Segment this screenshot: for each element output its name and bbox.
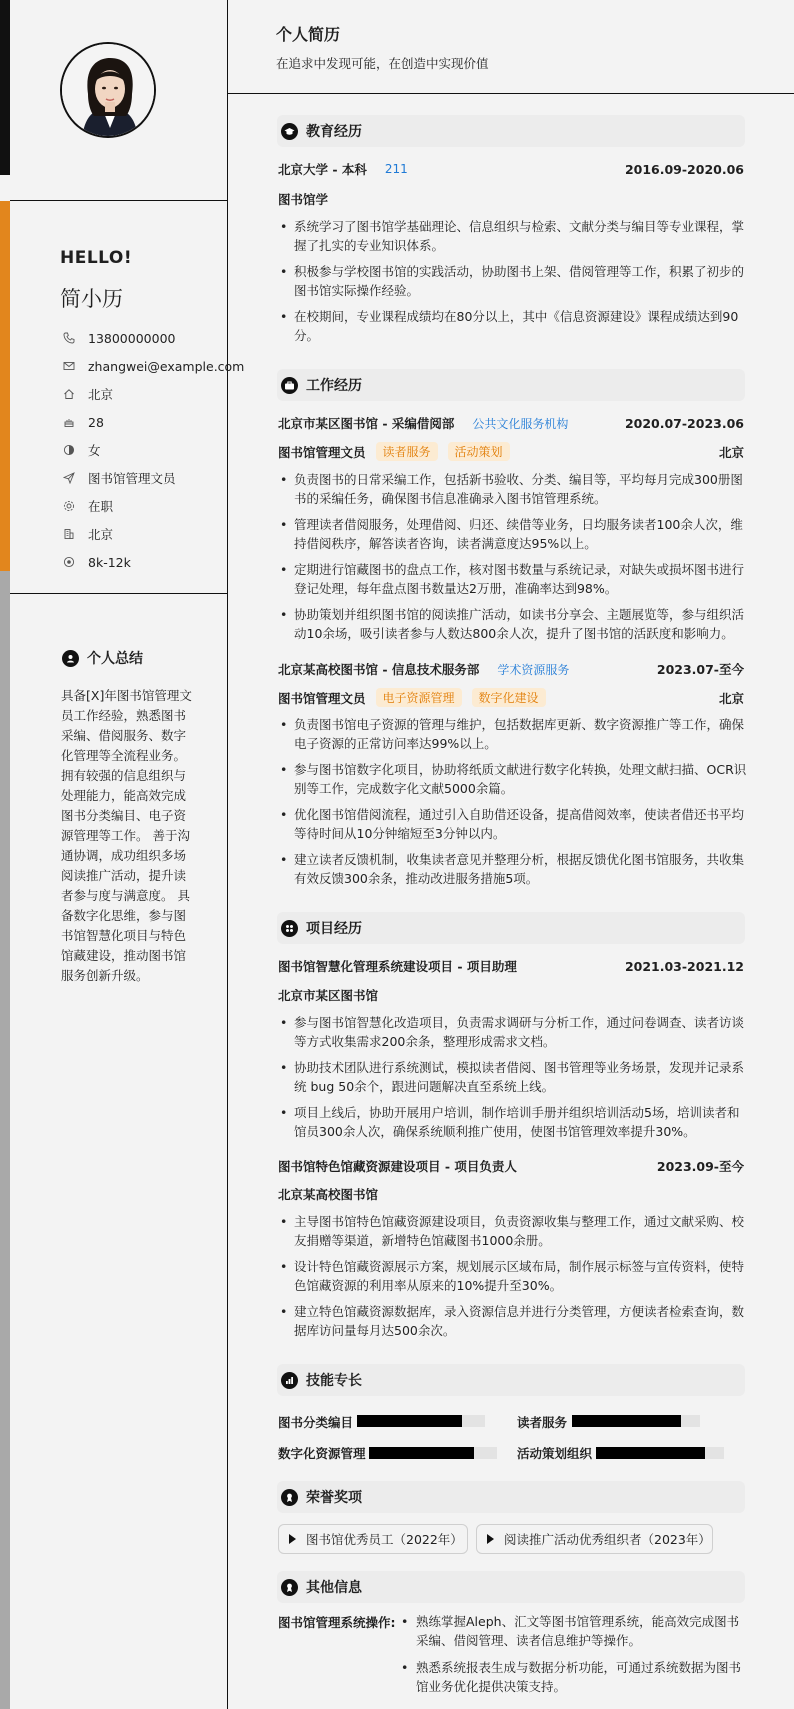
skill-label: 活动策划组织 <box>517 1446 593 1461</box>
section-work-heading: 工作经历 <box>277 369 745 401</box>
section-awards-heading: 荣誉奖项 <box>277 1481 745 1513</box>
avatar-portrait-icon <box>62 44 156 138</box>
triangle-icon <box>289 1534 296 1544</box>
list-item: • 优化图书馆借阅流程，通过引入自助借还设备，提高借阅效率，使读者借还书平均等待时间从10分钟缩短至3分钟以内。 <box>278 805 748 843</box>
project-2-row: 图书馆特色馆藏资源建设项目 - 项目负责人 2023.09-至今 <box>278 1159 744 1174</box>
column-divider <box>227 0 228 1709</box>
skill-label: 读者服务 <box>517 1415 568 1430</box>
building-icon <box>63 528 75 540</box>
sidebar-divider-bottom <box>10 593 227 594</box>
info-status: 在职 <box>63 492 223 520</box>
phone-icon <box>63 332 75 344</box>
award-item: 图书馆优秀员工（2022年） <box>278 1524 468 1554</box>
skill-tag: 读者服务 <box>376 442 438 461</box>
list-item: • 参与图书馆智慧化改造项目，负责需求调研与分析工作，通过问卷调查、读者访谈等方式收集需求200余条，整理形成需求文档。 <box>278 1013 748 1051</box>
list-item: • 在校期间，专业课程成绩均在80分以上，其中《信息资源建设》课程成绩达到90分。 <box>278 307 748 345</box>
info-position: 图书馆管理文员 <box>63 464 223 492</box>
skill-bar-fill <box>596 1447 705 1459</box>
list-item: • 积极参与学校图书馆的实践活动，协助图书上架、借阅管理等工作，积累了初步的图书馆实际操作经验。 <box>278 262 748 300</box>
list-item: • 建立特色馆藏资源数据库，录入资源信息并进行分类管理，方便读者检索查询，数据库访问量每月达500余次。 <box>278 1302 748 1340</box>
contact-info-list <box>63 324 245 576</box>
project-1-row: 图书馆智慧化管理系统建设项目 - 项目助理 2021.03-2021.12 <box>278 958 744 974</box>
list-item: • 定期进行馆藏图书的盘点工作，核对图书数量与系统记录，对缺失或损坏图书进行登记处理，每年盘点图书数量达2万册，准确率达到98%。 <box>278 560 748 598</box>
list-item: • 主导图书馆特色馆藏资源建设项目，负责资源收集与整理工作，通过文献采购、校友捐赠等渠道，新增特色馆藏图书1000余册。 <box>278 1212 748 1250</box>
project-2-bullets <box>278 1212 748 1347</box>
info-city: 北京 <box>63 380 223 408</box>
section-other-heading: 其他信息 <box>277 1571 745 1603</box>
info-gender: 女 <box>63 436 223 464</box>
education-row: 北京大学 - 本科 211 2016.09-2020.06 <box>278 161 744 177</box>
list-item: • 负责图书的日常采编工作，包括新书验收、分类、编目等，平均每月完成300册图书的采编任务，确保图书信息准确录入图书馆管理系统。 <box>278 470 748 508</box>
list-item: • 项目上线后，协助开展用户培训，制作培训手册并组织培训活动5场，培训读者和馆员300余人次，确保系统顺利推广使用，使图书馆管理效率提升30%。 <box>278 1103 748 1141</box>
summary-heading: 个人总结 <box>62 645 212 671</box>
job-2-row: 北京某高校图书馆 - 信息技术服务部 学术资源服务 2023.07-至今 <box>278 662 744 677</box>
education-major-row: 图书馆学 <box>278 192 329 207</box>
skill-bar <box>357 1415 485 1427</box>
award-icon <box>281 1489 298 1506</box>
education-date: 2016.09-2020.06 <box>624 161 744 177</box>
skill-bar <box>572 1415 700 1427</box>
user-icon <box>62 650 79 667</box>
project-1-org-row: 北京市某区图书馆 <box>278 988 379 1003</box>
job-1-position-row: 图书馆管理文员 读者服务 活动策划 北京 <box>278 442 744 461</box>
info-icon <box>281 1579 298 1596</box>
sidebar-strip-grey <box>0 571 10 1709</box>
list-item: • 参与图书馆数字化项目，协助将纸质文献进行数字化转换，处理文献扫描、OCR识别等工作，完成数字化文献5000余篇。 <box>278 760 748 798</box>
skill-bar <box>369 1447 497 1459</box>
job-2-bullets <box>278 715 748 895</box>
job-2-position-row: 图书馆管理文员 电子资源管理 数字化建设 北京 <box>278 688 744 707</box>
skill-label: 数字化资源管理 <box>278 1446 366 1461</box>
home-icon <box>63 388 75 400</box>
page-subtitle: 在追求中发现可能，在创造中实现价值 <box>276 56 489 71</box>
job-1-bullets <box>278 470 748 650</box>
list-item: • 熟练掌握Aleph、汇文等图书馆管理系统，能高效完成图书采编、借阅管理、读者信息维护等操作。 <box>398 1612 748 1650</box>
skill-bar <box>596 1447 724 1459</box>
award-item: 阅读推广活动优秀组织者（2023年） <box>476 1524 713 1554</box>
header-divider <box>227 93 794 94</box>
info-age: 28 <box>63 408 223 436</box>
section-skills-heading: 技能专长 <box>277 1364 745 1396</box>
list-item: • 协助技术团队进行系统测试，模拟读者借阅、图书管理等业务场景，发现并记录系统 bug 50余个，跟进问题解决直至系统上线。 <box>278 1058 748 1096</box>
grid-icon <box>281 920 298 937</box>
list-item: • 设计特色馆藏资源展示方案，规划展示区域布局，制作展示标签与宣传资料，使特色馆藏资源的利用率从原来的10%提升至30%。 <box>278 1257 748 1295</box>
sidebar-strip-dark <box>0 0 10 175</box>
sidebar-divider-top <box>10 200 227 201</box>
list-item: • 建立读者反馈机制，收集读者意见并整理分析，根据反馈优化图书馆服务，共收集有效反馈300余条，推动改进服务措施5项。 <box>278 850 748 888</box>
list-item: • 熟悉系统报表生成与数据分析功能，可通过系统数据为图书馆业务优化提供决策支持。 <box>398 1658 748 1696</box>
list-item: • 系统学习了图书馆学基础理论、信息组织与检索、文献分类与编目等专业课程，掌握了扎实的专业知识体系。 <box>278 217 748 255</box>
send-icon <box>63 472 75 484</box>
info-email: zhangwei@example.com <box>63 352 223 380</box>
status-icon <box>63 500 75 512</box>
avatar <box>60 42 156 138</box>
skill-tag: 活动策划 <box>448 442 510 461</box>
briefcase-icon <box>281 377 298 394</box>
info-salary: 8k-12k <box>63 548 223 576</box>
education-bullets <box>278 217 748 352</box>
list-item: • 管理读者借阅服务，处理借阅、归还、续借等业务，日均服务读者100余人次，维持借阅秩序，解答读者咨询，读者满意度达95%以上。 <box>278 515 748 553</box>
info-work-city: 北京 <box>63 520 223 548</box>
page-header <box>276 22 489 72</box>
skill-label: 图书分类编目 <box>278 1415 354 1430</box>
info-phone: 13800000000 <box>63 324 223 352</box>
list-item: • 协助策划并组织图书馆的阅读推广活动，如读书分享会、主题展览等，参与组织活动10余场，吸引读者参与人数达800余人次，提升了图书馆的活跃度和影响力。 <box>278 605 748 643</box>
project-1-bullets <box>278 1013 748 1148</box>
graduation-cap-icon <box>281 123 298 140</box>
skill-tag: 数字化建设 <box>472 688 546 707</box>
project-2-org-row: 北京某高校图书馆 <box>278 1187 379 1202</box>
chart-icon <box>281 1372 298 1389</box>
gender-icon <box>63 444 75 456</box>
other-label: 图书馆管理系统操作: <box>278 1615 396 1630</box>
mail-icon <box>63 360 75 372</box>
summary-text: 具备[X]年图书馆管理文员工作经验，熟悉图书采编、借阅服务、数字化管理等全流程业务。 拥有较强的信息组织与处理能力，能高效完成图书分类编目、电子资源管理等工作。 善于沟通协调，成功组织多场阅读推广活动，提升读者参与度与满意度。 具备数字化思维，参与图书馆智慧化项目与特色馆藏建设，推动图书馆服务创新升级。 <box>61 688 192 983</box>
triangle-icon <box>487 1534 494 1544</box>
skill-bar-fill <box>357 1415 462 1427</box>
section-projects-heading: 项目经历 <box>277 912 745 944</box>
salary-icon <box>63 556 75 568</box>
school-tag: 211 <box>384 162 408 176</box>
candidate-name: 简小历 <box>60 287 123 311</box>
job-1-row: 北京市某区图书馆 - 采编借阅部 公共文化服务机构 2020.07-2023.06 <box>278 415 744 431</box>
other-bullets <box>398 1612 748 1704</box>
page-title: 个人简历 <box>276 25 341 44</box>
skill-bar-fill <box>572 1415 681 1427</box>
sidebar-strip-accent <box>0 201 10 571</box>
skill-bar-fill <box>369 1447 474 1459</box>
hello-heading: HELLO! <box>60 248 133 268</box>
cake-icon <box>63 416 75 428</box>
skill-tag: 电子资源管理 <box>376 688 462 707</box>
list-item: • 负责图书馆电子资源的管理与维护，包括数据库更新、数字资源推广等工作，确保电子资源的正常访问率达99%以上。 <box>278 715 748 753</box>
section-education-heading: 教育经历 <box>277 115 745 147</box>
